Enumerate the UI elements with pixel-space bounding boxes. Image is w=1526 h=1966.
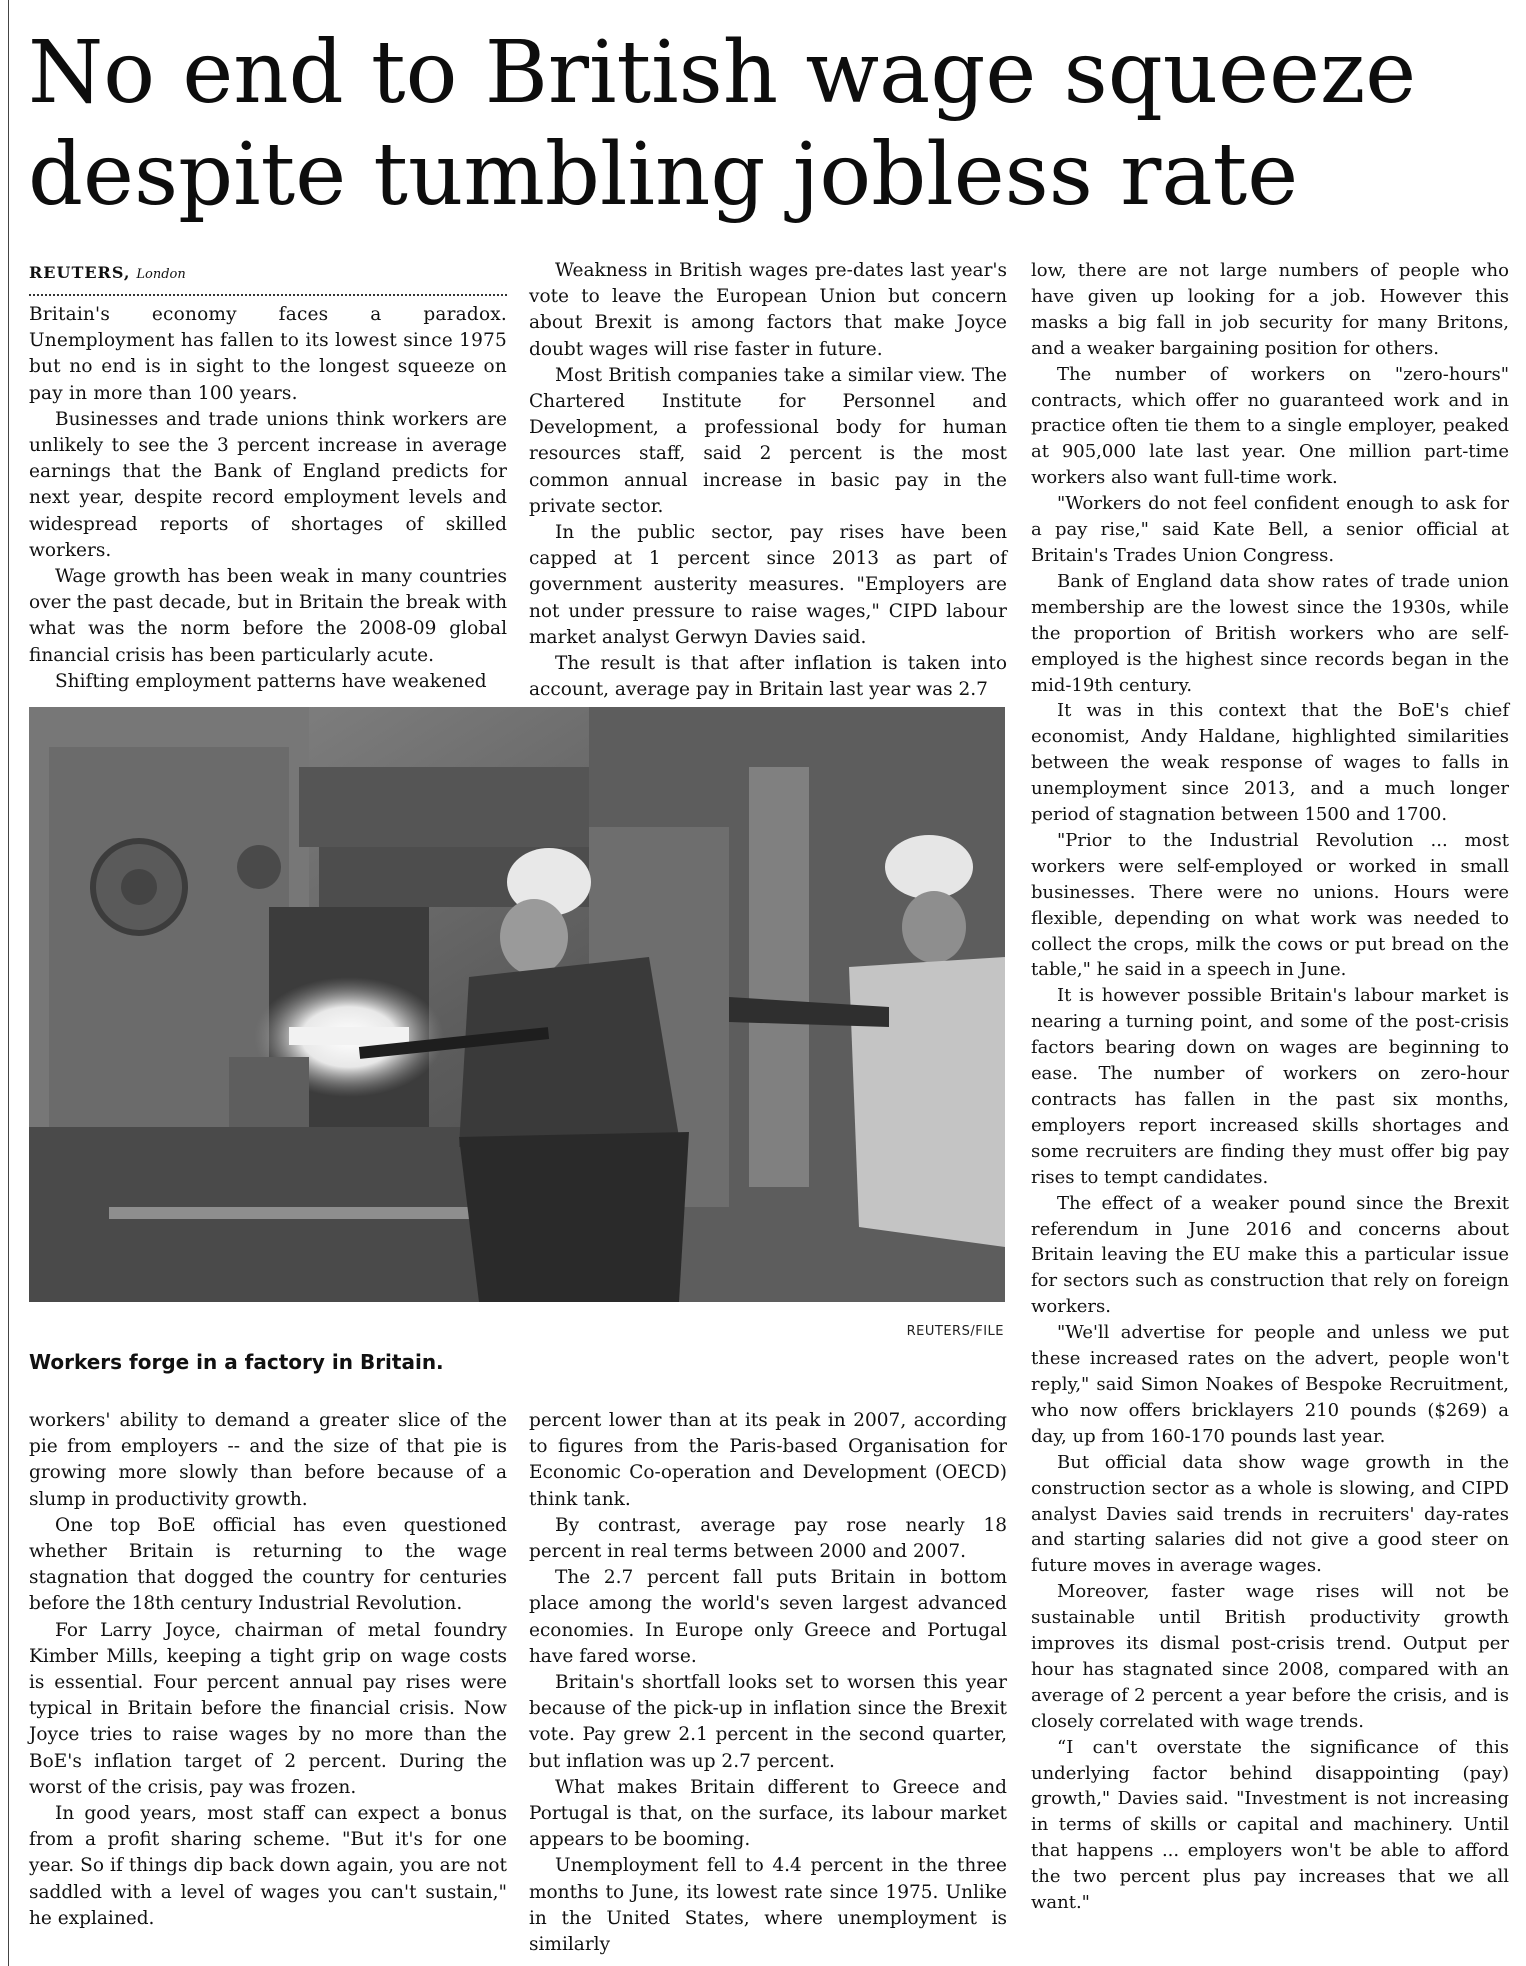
column-2-bottom <box>529 1408 1007 1958</box>
column-3 <box>1031 258 1509 1916</box>
paragraph: Unemployment fell to 4.4 percent in the three months to June, its lowest rate since 1975. Unlike in the United States, where unemployment is similarly <box>529 1855 1007 1956</box>
paragraph: In the public sector, pay rises have been capped at 1 percent since 2013 as part of government austerity measures. "Employers are not under pressure to raise wages," CIPD labour market analyst Gerwyn Davies said. <box>529 522 1007 648</box>
paragraph: Bank of England data show rates of trade union membership are the lowest since the 1930s, while the proportion of British workers who are self-employed is the highest since records began in the mid-19th century. <box>1031 570 1509 696</box>
paragraph: Weakness in British wages pre-dates last year's vote to leave the European Union but concern about Brexit is among factors that make Joyce doubt wages will rise faster in future. <box>529 260 1007 360</box>
column-1-bottom <box>29 1408 507 1932</box>
page-edge-rule <box>8 0 9 1966</box>
headline: No end to British wage squeeze despite tumbling jobless rate <box>28 23 1417 225</box>
column-2-top <box>529 258 1007 703</box>
photo-caption: Workers forge in a factory in Britain. <box>29 1350 444 1374</box>
paragraph: Wage growth has been weak in many countries over the past decade, but in Britain the break with what was the norm before the 2008-09 global financial crisis has been particularly acute. <box>29 566 507 666</box>
paragraph: For Larry Joyce, chairman of metal foundry Kimber Mills, keeping a tight grip on wage costs is essential. Four percent annual pay rises were typical in Britain before the financial crisis. Now Joyce tries to raise wages by no more than the BoE's inflation target of 2 percent. During the worst of the crisis, pay was frozen. <box>29 1619 507 1798</box>
byline <box>29 262 507 286</box>
paragraph: "Workers do not feel confident enough to ask for a pay rise," said Kate Bell, a senior official at Britain's Trades Union Congress. <box>1031 493 1509 566</box>
paragraph: It was in this context that the BoE's chief economist, Andy Haldane, highlighted similarities between the weak response of wages to falls in unemployment since 2013, and a much longer period of stagnation between 1500 and 1700. <box>1031 700 1509 826</box>
paragraph: The number of workers on "zero-hours" contracts, which offer no guaranteed work and in practice often tie them to a single employer, peaked at 905,000 late last year. One million part-time workers also want full-time work. <box>1031 363 1509 489</box>
paragraph: Moreover, faster wage rises will not be sustainable until British productivity growth improves its dismal post-crisis trend. Output per hour has stagnated since 2008, compared with an average of 2 percent a year before the crisis, and is closely correlated with wage trends. <box>1031 1581 1509 1732</box>
paragraph: The effect of a weaker pound since the Brexit referendum in June 2016 and concerns about Britain leaving the EU make this a particular issue for sectors such as construction that rely on foreign workers. <box>1031 1192 1509 1318</box>
dotted-divider <box>29 294 507 296</box>
paragraph: One top BoE official has even questioned whether Britain is returning to the wage stagnation that dogged the country for centuries before the 18th century Industrial Revolution. <box>29 1514 507 1615</box>
paragraph: "Prior to the Industrial Revolution ... most workers were self-employed or worked in small businesses. There were no unions. Hours were flexible, depending on what work was needed to collect the crops, milk the cows or put bread on the table," he said in a speech in June. <box>1031 829 1509 981</box>
paragraph: Most British companies take a similar view. The Chartered Institute for Personnel and Development, a professional body for human resources staff, said 2 percent is the most common annual increase in basic pay in the private sector. <box>529 364 1007 517</box>
byline-agency: REUTERS, <box>29 263 131 282</box>
paragraph: What makes Britain different to Greece and Portugal is that, on the surface, its labour market appears to be booming. <box>529 1776 1007 1851</box>
factory-workers-forge-photo <box>29 707 1005 1302</box>
paragraph: By contrast, average pay rose nearly 18 percent in real terms between 2000 and 2007. <box>529 1514 1007 1563</box>
paragraph: The result is that after inflation is taken into account, average pay in Britain last year was 2.7 <box>529 653 1007 701</box>
paragraph: Britain's shortfall looks set to worsen this year because of the pick-up in inflation since the Brexit vote. Pay grew 2.1 percent in the second quarter, but inflation was up 2.7 percent. <box>529 1672 1007 1772</box>
paragraph: The 2.7 percent fall puts Britain in bottom place among the world's seven largest advanced economies. In Europe only Greece and Portugal have fared worse. <box>529 1567 1007 1667</box>
paragraph: Shifting employment patterns have weakened <box>55 670 487 692</box>
column-1-top <box>29 262 507 695</box>
paragraph: But official data show wage growth in the construction sector as a whole is slowing, and CIPD analyst Davies said trends in recruiters' day-rates and starting salaries did not give a good steer on future moves in average wages. <box>1031 1451 1509 1577</box>
paragraph: percent lower than at its peak in 2007, according to figures from the Paris-based Organisation for Economic Co-operation and Development (OECD) think tank. <box>529 1410 1007 1510</box>
paragraph: In good years, most staff can expect a bonus from a profit sharing scheme. "But it's for one year. So if things dip back down again, you are not saddled with a level of wages you can't sustain," he explained. <box>29 1803 507 1929</box>
paragraph: "We'll advertise for people and unless we put these increased rates on the advert, people won't reply," said Simon Noakes of Bespoke Recruitment, who now offers bricklayers 210 pounds ($269) a day, up from 160-170 pounds last year. <box>1031 1322 1509 1447</box>
photo-credit: REUTERS/FILE <box>906 1324 1004 1339</box>
paragraph: “I can't overstate the significance of this underlying factor behind disappointing (pay) growth," Davies said. "Investment is not increasing in terms of skills or capital and machinery. Until that happens ... employers won't be able to afford the two percent plus pay increases that we all want." <box>1031 1736 1509 1914</box>
byline-city: London <box>136 267 186 282</box>
paragraph: It is however possible Britain's labour market is nearing a turning point, and some of the post-crisis factors bearing down on wages are beginning to ease. The number of workers on zero-hour contracts has fallen in the past six months, employers report increased skills shortages and some recruiters are finding they must offer big pay rises to tempt candidates. <box>1031 985 1509 1188</box>
paragraph: low, there are not large numbers of people who have given up looking for a job. However this masks a big fall in job security for many Britons, and a weaker bargaining position for others. <box>1031 260 1509 359</box>
paragraph: workers' ability to demand a greater slice of the pie from employers -- and the size of that pie is growing more slowly than before because of a slump in productivity growth. <box>29 1410 507 1510</box>
paragraph: Businesses and trade unions think workers are unlikely to see the 3 percent increase in average earnings that the Bank of England predicts for next year, despite record employment levels and widespread reports of shortages of skilled workers. <box>29 408 507 561</box>
paragraph: Britain's economy faces a paradox. Unemployment has fallen to its lowest since 1975 but no end is in sight to the longest squeeze on pay in more than 100 years. <box>29 304 507 404</box>
